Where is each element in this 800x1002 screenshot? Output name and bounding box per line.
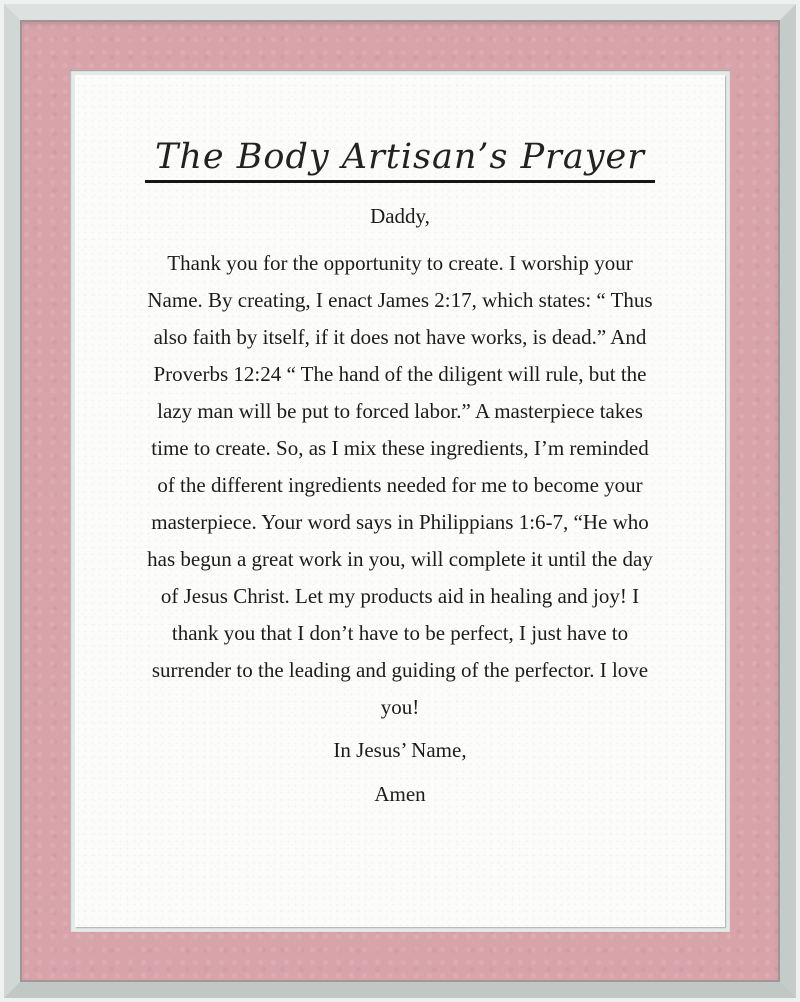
body-line: masterpiece. Your word says in Philippians 1:6-7, “He who (151, 510, 649, 534)
prayer-closing: In Jesus’ Name, (333, 738, 467, 762)
pink-mat-border (20, 20, 780, 982)
body-line: Name. By creating, I enact James 2:17, which states: “ Thus (147, 288, 653, 312)
prayer-paper (75, 75, 725, 927)
body-line: has begun a great work in you, will complete it until the day (147, 547, 653, 571)
prayer-body (75, 245, 725, 726)
mat-bevel (70, 70, 730, 932)
picture-frame (4, 4, 796, 998)
body-line: of Jesus Christ. Let my products aid in healing and joy! I (160, 584, 640, 608)
prayer-amen: Amen (374, 782, 426, 806)
body-line: of the different ingredients needed for me to become your (157, 473, 643, 497)
body-line: Thank you for the opportunity to create. I worship your (167, 251, 633, 275)
prayer-title: The Body Artisan’s Prayer (145, 137, 655, 183)
body-line: surrender to the leading and guiding of the perfector. I love (151, 658, 649, 682)
body-line: thank you that I don’t have to be perfect, I just have to (171, 621, 629, 645)
body-line: Proverbs 12:24 “ The hand of the diligent will rule, but the (153, 362, 647, 386)
prayer-salutation: Daddy, (370, 204, 430, 228)
body-line: lazy man will be put to forced labor.” A masterpiece takes (157, 399, 643, 423)
body-line: you! (380, 695, 420, 719)
body-line: time to create. So, as I mix these ingredients, I’m reminded (151, 436, 649, 460)
body-line: also faith by itself, if it does not have works, is dead.” And (153, 325, 647, 349)
